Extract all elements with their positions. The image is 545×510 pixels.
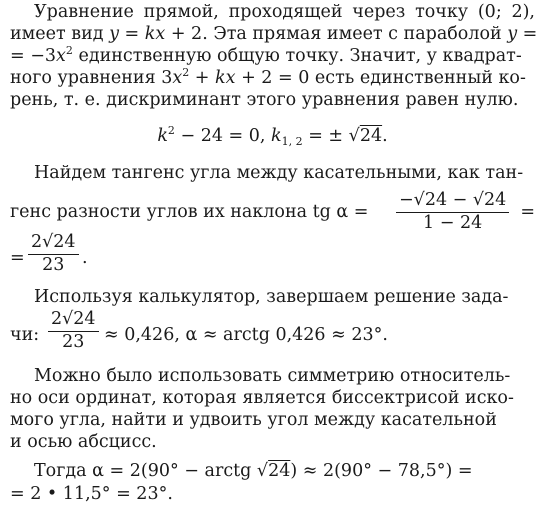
word: точку (415, 2, 469, 22)
text-line-8: = $\frac{2√24}{23}$ . (10, 232, 88, 275)
text-line-14: и осью абсцисс. (10, 432, 157, 452)
text-line-16: = 2 • 11,5° = 23°. (10, 484, 173, 504)
fraction-result: $\frac{2√24}{23}$ (28, 234, 79, 274)
word: 2), (511, 2, 535, 22)
sqrt-icon: √ (256, 461, 269, 481)
text-line-13: мого угла, найти и удвоить угол между касательной (10, 410, 497, 430)
text-line-2: имеет вид y = kx + 2. Эта прямая имеет с параболой y = (10, 24, 538, 44)
equation-discriminant: $k^2 - 24 = 0$, $k_{1, 2}$ = ± √24. (157, 124, 388, 148)
text-line-1 (34, 2, 535, 23)
word: через (352, 2, 406, 22)
word: прямой, (143, 2, 219, 22)
sqrt-icon: √ (348, 126, 360, 146)
text-line-15: Тогда α = 2(90° − arctg √24) ≈ 2(90° − 78,5°) = (34, 461, 473, 481)
text-line-9: Используя калькулятор, завершаем решение зада- (34, 287, 509, 307)
text-line-3: = $-3x^2$ единственную общую точку. Значит, у квадрат- (10, 44, 522, 66)
text-line-10: чи: $\frac{2√24}{23}$ ≈ 0,426, α ≈ arctg 0,426 ≈ 23°. (10, 309, 388, 352)
text-line-7: генс разности углов их наклона tg α = $\frac{-√24 - √24}{1 - 24}$ = (10, 190, 535, 233)
fraction-tangent: $\frac{-√24 - √24}{1 - 24}$ (396, 192, 509, 232)
word: (0; (477, 2, 502, 22)
text-line-12: но оси ординат, которая является биссектрисой иско- (10, 388, 514, 408)
text-line-4: ного уравнения $3x^2$ + kx + 2 = 0 есть единственный ко- (10, 66, 526, 88)
word: Уравнение (34, 2, 134, 22)
text-line-6: Найдем тангенс угла между касательными, как тан- (34, 163, 524, 183)
text-line-5: рень, т. е. дискриминант этого уравнения равен нулю. (10, 90, 519, 110)
text-line-11: Можно было использовать симметрию относитель- (34, 366, 511, 386)
fraction-calculation: $\frac{2√24}{23}$ (48, 311, 99, 351)
word: проходящей (228, 2, 343, 22)
